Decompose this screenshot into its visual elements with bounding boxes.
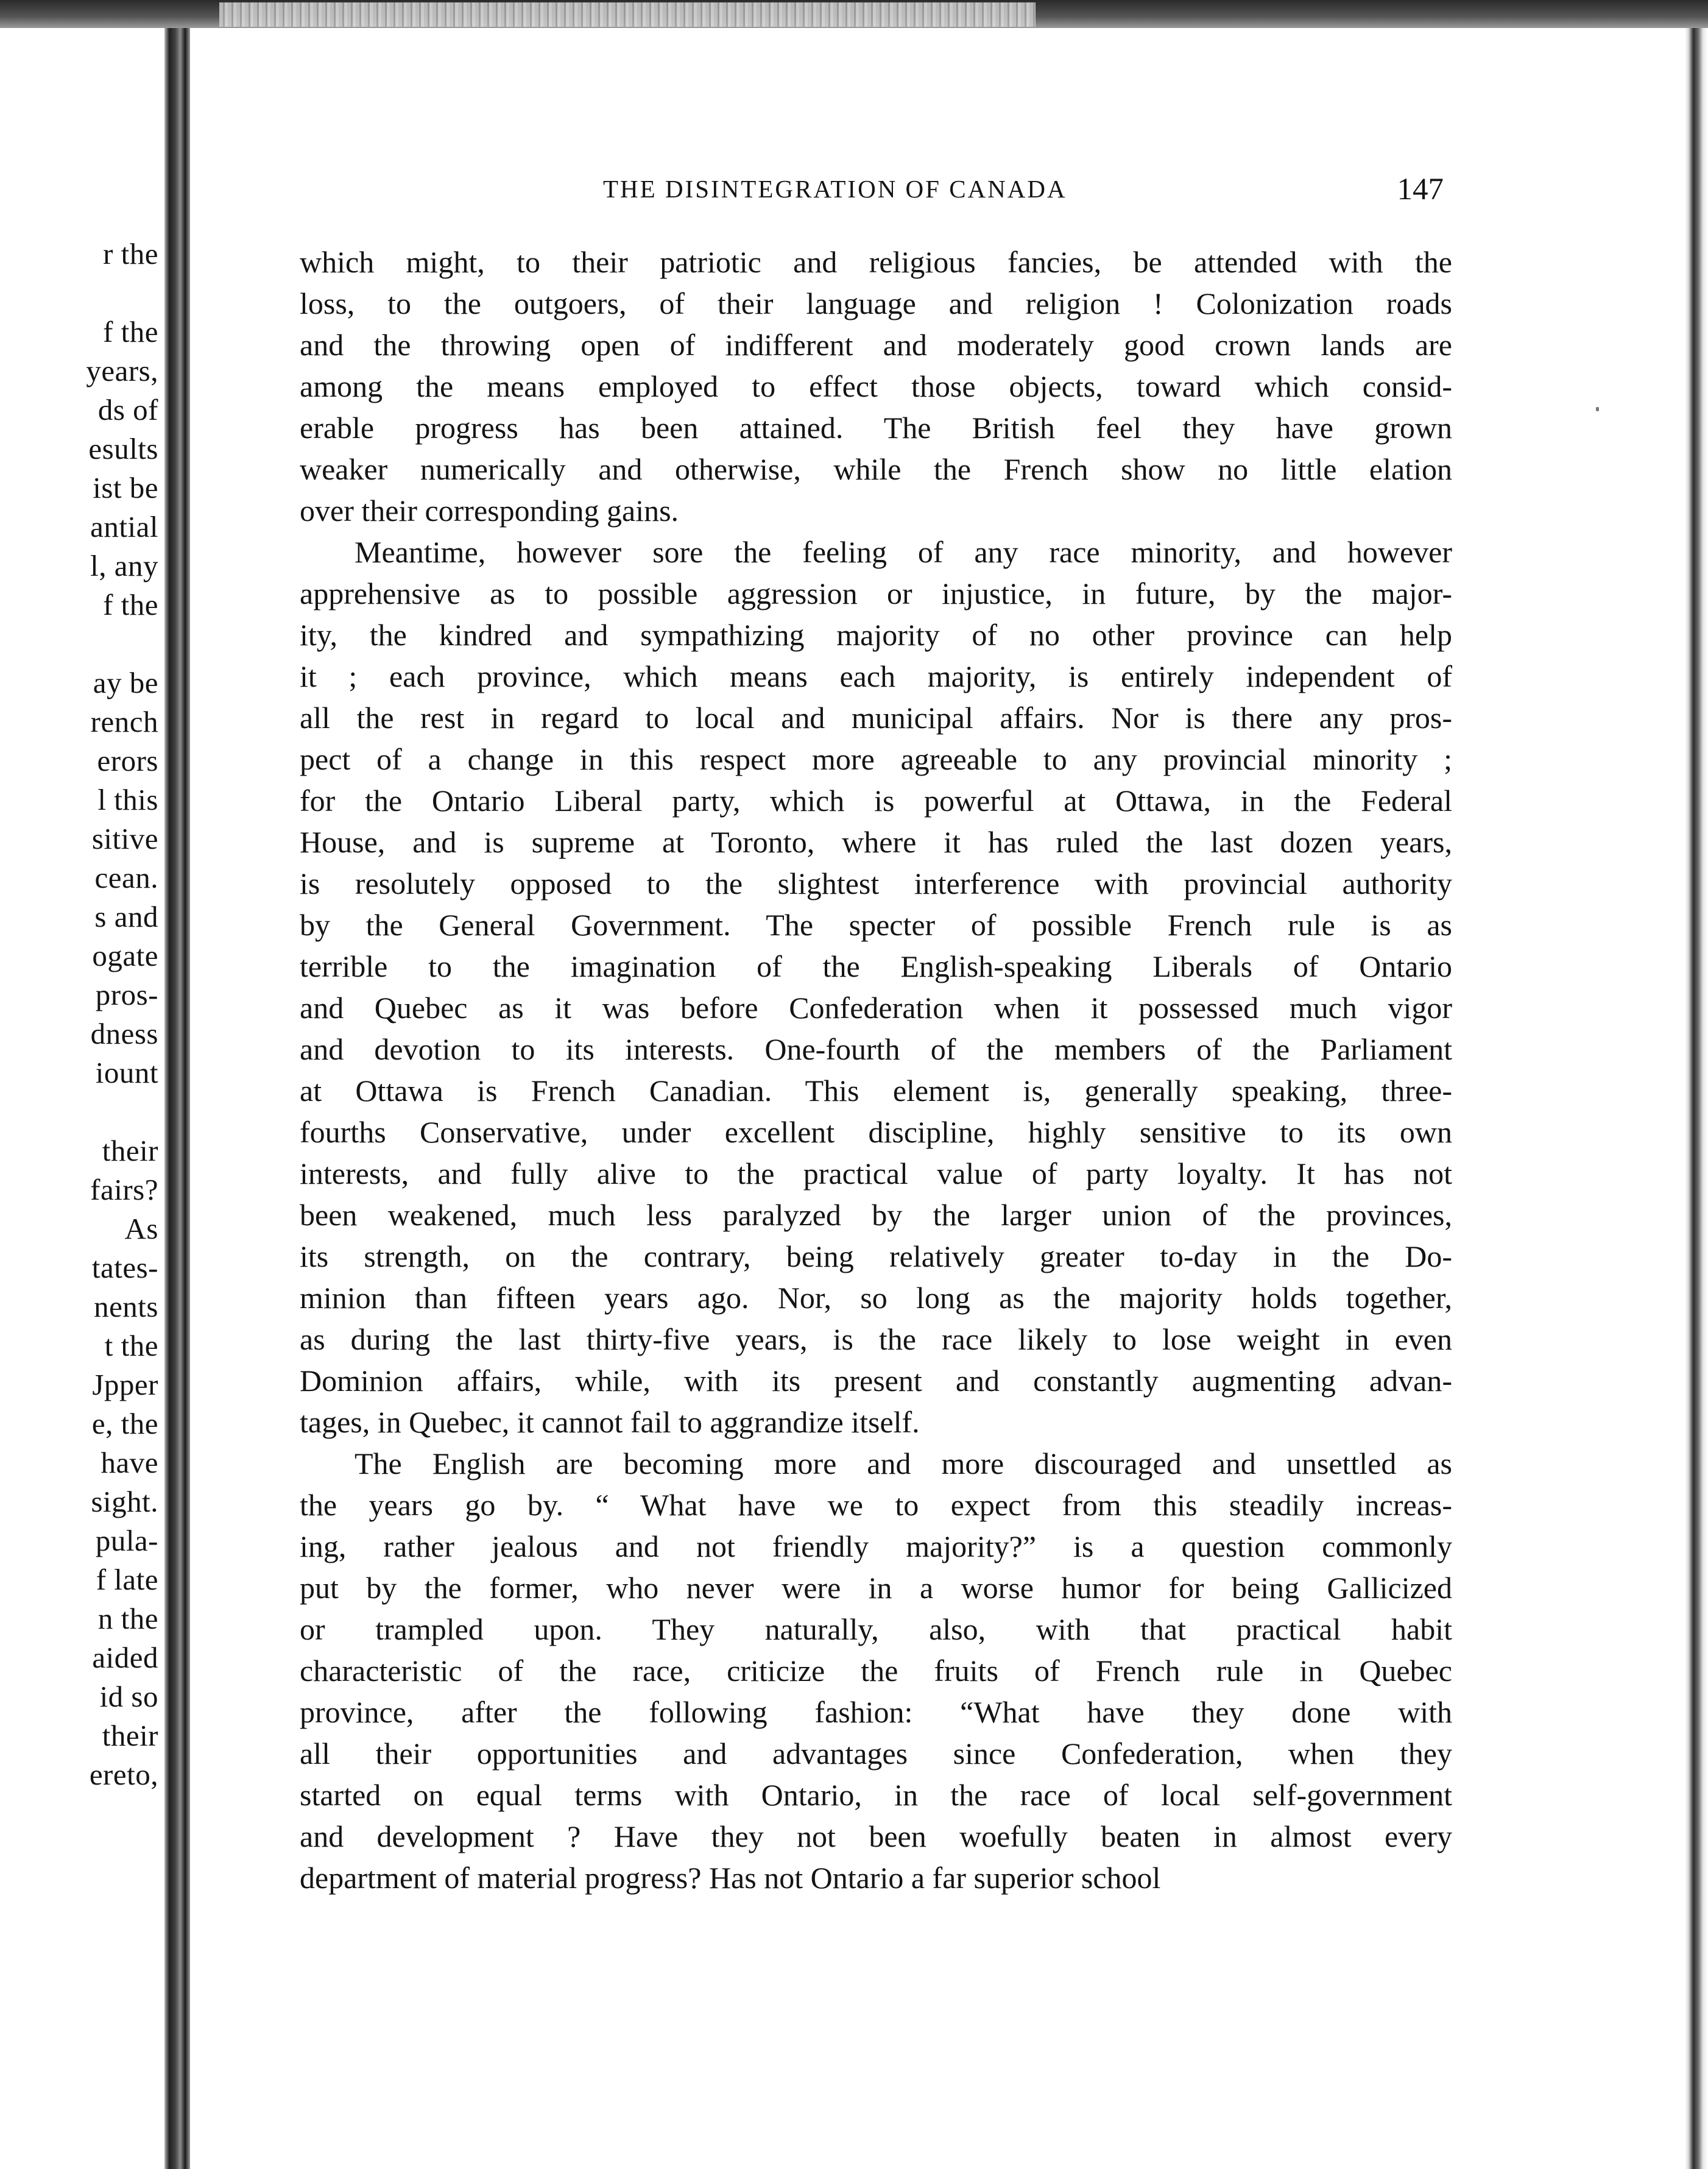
text-line: by the General Government. The specter of possible French rule is as — [300, 908, 1452, 942]
text-line: characteristic of the race, criticize the fruits of French rule in Quebec — [300, 1654, 1452, 1688]
text-line: is resolutely opposed to the slightest interference with provincial authority — [300, 866, 1452, 901]
page-header — [298, 172, 1450, 210]
text-line: started on equal terms with Ontario, in the race of local self-government — [300, 1778, 1452, 1812]
text-line: its strength, on the contrary, being relatively greater to-day in the Do- — [300, 1239, 1452, 1273]
text-line: among the means employed to effect those objects, toward which consid- — [300, 369, 1452, 403]
book-gutter — [164, 28, 190, 2169]
scan-speck — [1596, 407, 1599, 411]
facing-page-line-fragment: pros- — [95, 978, 158, 1011]
text-line: province, after the following fashion: “What have they done with — [300, 1695, 1452, 1729]
facing-page-edge — [0, 28, 171, 2169]
text-line: all their opportunities and advantages since Confederation, when they — [300, 1736, 1452, 1771]
text-line: apprehensive as to possible aggression or injustice, in future, by the major- — [300, 576, 1452, 610]
running-head: THE DISINTEGRATION OF CANADA — [603, 175, 1067, 203]
text-line: over their corresponding gains. — [300, 494, 679, 528]
text-line: ing, rather jealous and not friendly majority?” is a question commonly — [300, 1529, 1452, 1563]
facing-page-line-fragment: ereto, — [89, 1758, 158, 1791]
paragraph — [300, 531, 1452, 1443]
facing-page-line-fragment: pula- — [95, 1524, 158, 1557]
facing-page-line-fragment: fairs? — [90, 1173, 158, 1206]
text-line: the years go by. “ What have we to expect from this steadily increas- — [300, 1488, 1452, 1522]
facing-page-line-fragment: sitive — [91, 822, 158, 855]
facing-page-line-fragment: l this — [97, 783, 158, 816]
text-line: for the Ontario Liberal party, which is powerful at Ottawa, in the Federal — [300, 784, 1452, 818]
facing-page-line-fragment: f the — [103, 315, 158, 349]
body-text — [300, 241, 1452, 1898]
text-line: tages, in Quebec, it cannot fail to aggrandize itself. — [300, 1405, 920, 1439]
text-line: interests, and fully alive to the practical value of party loyalty. It has not — [300, 1156, 1452, 1191]
facing-page-line-fragment: l, any — [90, 549, 158, 582]
facing-page-line-fragment: t the — [104, 1329, 158, 1362]
facing-page-line-fragment: r the — [103, 237, 158, 271]
text-line: at Ottawa is French Canadian. This element is, generally speaking, three- — [300, 1074, 1452, 1108]
facing-page-line-fragment: esults — [88, 432, 158, 465]
text-line: it ; each province, which means each majority, is entirely independent of — [300, 659, 1452, 693]
facing-page-line-fragment: As — [124, 1212, 158, 1245]
facing-page-line-fragment: ay be — [93, 666, 158, 699]
facing-page-line-fragment: their — [102, 1134, 158, 1167]
text-line: as during the last thirty-five years, is the race likely to lose weight in even — [300, 1322, 1452, 1356]
facing-page-line-fragment: erors — [97, 744, 158, 777]
text-line: and devotion to its interests. One-fourth of the members of the Parliament — [300, 1032, 1452, 1066]
facing-page-line-fragment: aided — [92, 1641, 158, 1674]
facing-page-line-fragment: years, — [86, 354, 158, 387]
text-line: department of material progress? Has not Ontario a far superior school — [300, 1861, 1161, 1895]
paragraph — [300, 1443, 1452, 1898]
facing-page-line-fragment: id so — [99, 1680, 158, 1713]
text-line: or trampled upon. They naturally, also, with that practical habit — [300, 1612, 1452, 1646]
text-line: terrible to the imagination of the English-speaking Liberals of Ontario — [300, 949, 1452, 983]
text-line: House, and is supreme at Toronto, where it has ruled the last dozen years, — [300, 825, 1452, 859]
facing-page-line-fragment: f the — [103, 588, 158, 621]
facing-page-line-fragment: ogate — [92, 939, 158, 972]
scan-top-border-texture — [219, 2, 1036, 27]
facing-page-line-fragment: dness — [90, 1017, 158, 1050]
facing-page-line-fragment: iount — [95, 1056, 158, 1089]
text-line: Dominion affairs, while, with its present and constantly augmenting advan- — [300, 1364, 1452, 1398]
facing-page-line-fragment: their — [102, 1719, 158, 1752]
text-line: weaker numerically and otherwise, while the French show no little elation — [300, 452, 1452, 486]
text-line: all the rest in regard to local and municipal affairs. Nor is there any pros- — [300, 701, 1452, 735]
facing-page-line-fragment: Jpper — [92, 1368, 158, 1401]
text-line: erable progress has been attained. The British feel they have grown — [300, 411, 1452, 445]
facing-page-line-fragment: n the — [97, 1602, 158, 1635]
text-line: put by the former, who never were in a worse humor for being Gallicized — [300, 1571, 1452, 1605]
text-line: been weakened, much less paralyzed by the larger union of the provinces, — [300, 1198, 1452, 1232]
text-line: Meantime, however sore the feeling of any race minority, and however — [355, 535, 1452, 569]
facing-page-line-fragment: ist be — [93, 471, 158, 504]
facing-page-line-fragment: e, the — [91, 1407, 158, 1440]
text-line: which might, to their patriotic and religious fancies, be attended with the — [300, 245, 1452, 279]
facing-page-line-fragment: cean. — [94, 861, 158, 894]
text-line: and the throwing open of indifferent and moderately good crown lands are — [300, 328, 1452, 362]
facing-page-line-fragment: have — [101, 1446, 158, 1479]
text-line: loss, to the outgoers, of their language and religion ! Colonization roads — [300, 286, 1452, 320]
facing-page-line-fragment: ds of — [97, 393, 158, 426]
page-right-edge — [1685, 28, 1708, 2169]
facing-page-line-fragment: sight. — [91, 1485, 158, 1518]
text-line: ity, the kindred and sympathizing majority of no other province can help — [300, 618, 1452, 652]
text-line: and development ? Have they not been woefully beaten in almost every — [300, 1819, 1452, 1853]
facing-page-line-fragment: s and — [94, 900, 158, 933]
text-line: pect of a change in this respect more agreeable to any provincial minority ; — [300, 742, 1452, 776]
text-line: The English are becoming more and more discouraged and unsettled as — [355, 1446, 1452, 1481]
facing-page-line-fragment: rench — [90, 705, 158, 738]
facing-page-line-fragment: tates- — [91, 1251, 158, 1284]
text-line: minion than fifteen years ago. Nor, so long as the majority holds together, — [300, 1281, 1452, 1315]
paragraph — [300, 241, 1452, 531]
text-line: and Quebec as it was before Confederation when it possessed much vigor — [300, 991, 1452, 1025]
text-line: fourths Conservative, under excellent discipline, highly sensitive to its own — [300, 1115, 1452, 1149]
facing-page-line-fragment: antial — [90, 510, 158, 543]
facing-page-line-fragment: f late — [96, 1563, 158, 1596]
page-number: 147 — [1397, 172, 1444, 207]
facing-page-line-fragment: nents — [94, 1290, 158, 1323]
